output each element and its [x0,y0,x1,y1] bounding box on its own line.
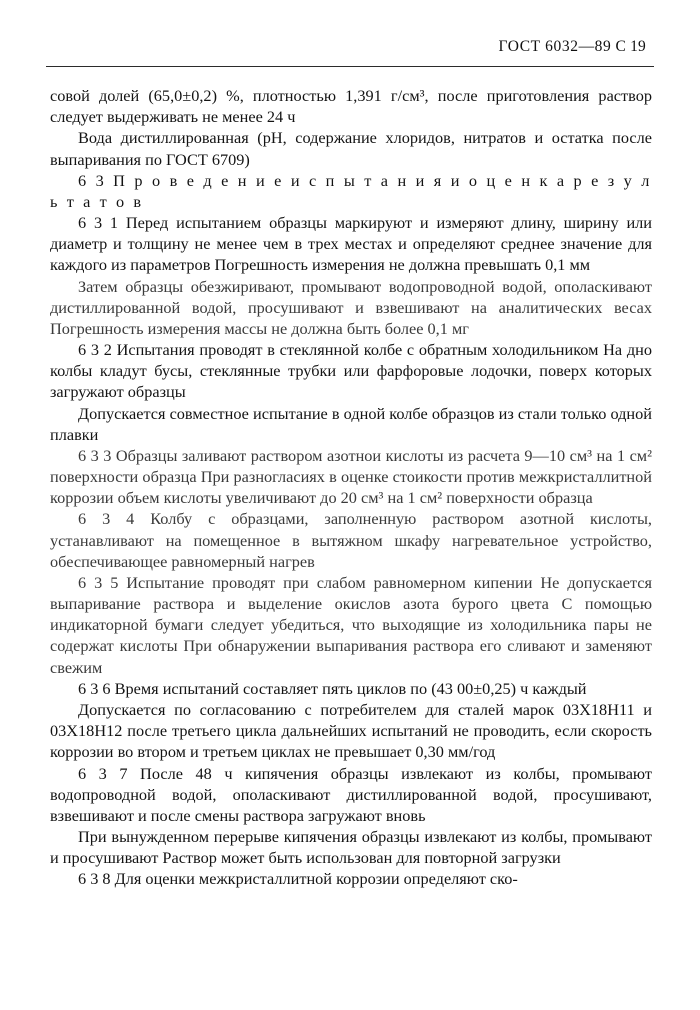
document-body [46,85,654,890]
header-divider [46,66,654,67]
paragraph-degrease: Затем образцы обезжиривают, промывают водопроводной водой, ополаскивают дистиллированной водой, просушивают и взвешивают на аналитических весах Погрешность измерения массы не должна быть более 0,1 мг [50,276,652,338]
paragraph-continuation: совой долей (65,0±0,2) %, плотностью 1,391 г/см³, после приготовления раствор следует выдерживать не менее 24 ч [50,86,652,127]
page-header [46,38,654,62]
paragraph-forced-break: При вынужденном перерыве кипячения образцы извлекают из колбы, промывают и просушивают Раствор может быть использован для повторной загрузки [50,827,652,868]
page-marker: С [615,38,627,55]
page-number: 19 [630,38,646,55]
standard-number: ГОСТ 6032—89 [498,38,612,55]
paragraph-joint-test: Допускается совместное испытание в одной колбе образцов из стали только одной плавки [50,403,652,444]
paragraph-6-3-1: 6 3 1 Перед испытанием образцы маркируют и измеряют длину, ширину или диаметр и толщину не менее чем в трех местах и определяют среднее значение для каждого из параметров Погрешность измерения не должна превышать 0,1 мм [50,213,652,275]
paragraph-distilled-water: Вода дистиллированная (рН, содержание хлоридов, нитратов и остатка после выпаривания по ГОСТ 6709) [50,128,652,169]
paragraph-6-3-3: 6 3 3 Образцы заливают раствором азотнои кислоты из расчета 9—10 см³ на 1 см² поверхности образца При разногласиях в оценке стоикости против межкристаллитной коррозии объем кислоты увеличивают до 20 см³ на 1 см² поверхности образца [50,445,652,508]
heading-6-3: 6 3 П р о в е д е н и е и с п ы т а н и я и о ц е н к а р е з у л ь т а т о в [50,170,652,211]
paragraph-6-3-5: 6 3 5 Испытание проводят при слабом равномерном кипении Не допускается выпаривание раствора и выделение окислов азота бурого цвета С помощью индикаторной бумаги следует убедиться, что выходящие из холодильника пары не содержат кислоты При обнаружении выпаривания раствора его сливают и заменяют свежим [50,572,652,677]
paragraph-6-3-7: 6 3 7 После 48 ч кипячения образцы извлекают из колбы, промывают водопроводной водой, ополаскивают дистиллированной водой, просушивают, взвешивают и после смены раствора загружают вновь [50,763,652,825]
paragraph-6-3-8: 6 3 8 Для оценки межкристаллитной коррозии определяют ско- [78,869,518,889]
paragraph-steel-grades: Допускается по согласованию с потребителем для сталей марок 03Х18Н11 и 03Х18Н12 после третьего цикла дальнейших испытаний не проводить, если скорость коррозии во втором и третьем циклах не превышает 0,30 мм/год [50,699,652,762]
paragraph-6-3-2: 6 3 2 Испытания проводят в стеклянной колбе с обратным холодильником На дно колбы кладут бусы, стеклянные трубки или фарфоровые лодочки, поверх которых загружают образцы [50,340,652,402]
paragraph-6-3-4: 6 3 4 Колбу с образцами, заполненную раствором азотной кислоты, устанавливают на помещенное в вытяжном шкафу нагревательное устройство, обеспечивающее равномерный нагрев [50,509,652,571]
paragraph-6-3-6: 6 3 6 Время испытаний составляет пять циклов по (43 00±0,25) ч каждый [78,678,587,698]
